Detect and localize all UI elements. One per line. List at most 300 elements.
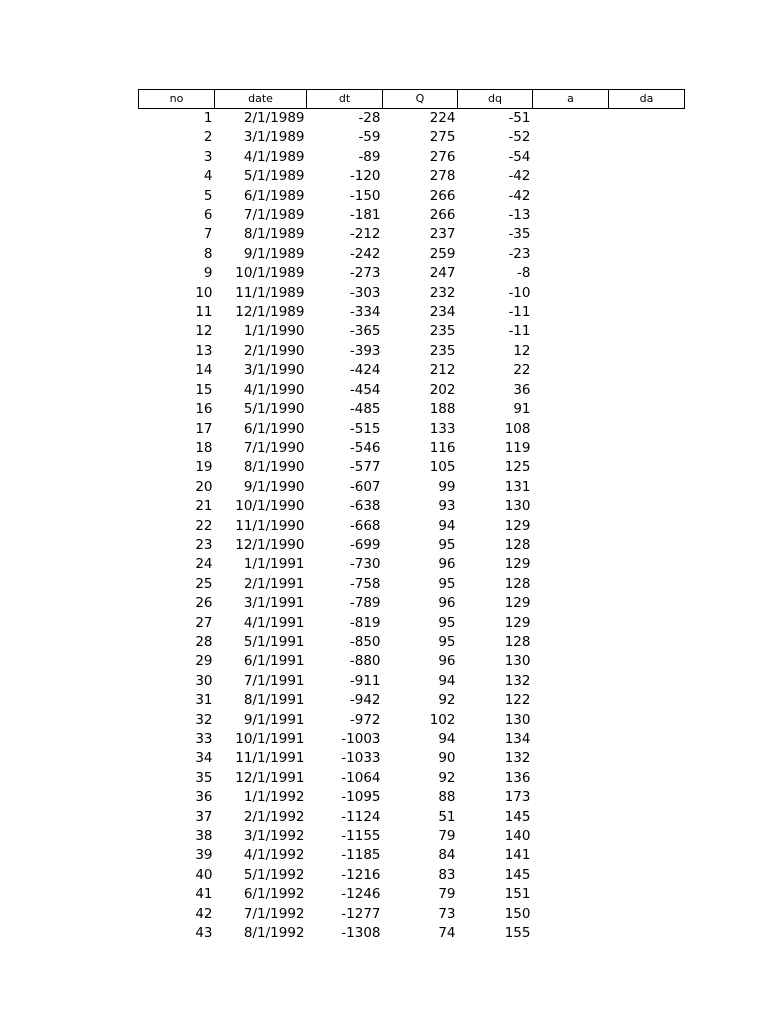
cell-q: 276 [429,148,456,165]
cell-dt: -1155 [341,828,381,845]
cell-dt: -212 [349,226,381,243]
cell-no: 6 [203,207,213,224]
cell-da [609,730,685,749]
cell-date: 3/1/1989 [243,129,305,146]
cell-date: 12/1/1989 [235,304,305,321]
cell-no: 37 [195,808,213,825]
table-row [139,749,685,768]
cell-da [609,497,685,516]
table-row [139,788,685,807]
cell-da [609,905,685,924]
cell-a [533,711,609,730]
cell-a [533,400,609,419]
cell-q: 99 [438,478,456,495]
cell-no: 43 [195,925,213,942]
cell-q: 105 [429,459,456,476]
cell-q: 95 [438,536,456,553]
table-row [139,225,685,244]
cell-dq: 155 [504,925,531,942]
cell-date: 10/1/1990 [235,498,305,515]
cell-q: 95 [438,614,456,631]
cell-dt: -607 [349,478,381,495]
cell-dq: 129 [504,595,531,612]
cell-q: 278 [429,168,456,185]
cell-da [609,439,685,458]
cell-dq: -42 [508,187,531,204]
cell-dq: 125 [504,459,531,476]
header-cell-date: date [215,90,307,109]
cell-da [609,788,685,807]
cell-date: 2/1/1989 [243,110,305,126]
cell-date: 11/1/1991 [235,750,305,767]
cell-a [533,206,609,225]
cell-dt: -1095 [341,789,381,806]
cell-dq: 129 [504,517,531,534]
cell-no: 18 [195,439,213,456]
table-row [139,672,685,691]
cell-dt: -819 [349,614,381,631]
cell-dq: -54 [508,148,531,165]
cell-q: 234 [429,304,456,321]
cell-a [533,575,609,594]
cell-q: 133 [429,420,456,437]
cell-da [609,594,685,613]
cell-a [533,905,609,924]
cell-da [609,749,685,768]
cell-a [533,924,609,943]
cell-dq: 130 [504,653,531,670]
cell-dq: 128 [504,575,531,592]
cell-date: 4/1/1989 [243,148,305,165]
cell-dt: -1185 [341,847,381,864]
table-row [139,303,685,322]
cell-da [609,245,685,264]
cell-no: 21 [195,498,213,515]
cell-date: 4/1/1991 [243,614,305,631]
cell-a [533,381,609,400]
cell-a [533,148,609,167]
table-row [139,730,685,749]
table-row [139,517,685,536]
cell-dq: -35 [508,226,531,243]
cell-a [533,672,609,691]
cell-date: 2/1/1992 [243,808,305,825]
cell-a [533,691,609,710]
cell-dt: -150 [349,187,381,204]
table-row [139,827,685,846]
cell-dq: 136 [504,769,531,786]
cell-da [609,381,685,400]
cell-dq: 173 [504,789,531,806]
cell-no: 24 [195,556,213,573]
cell-a [533,439,609,458]
cell-dq: 140 [504,828,531,845]
header-cell-da: da [609,90,685,109]
cell-dq: 128 [504,536,531,553]
cell-a [533,749,609,768]
cell-da [609,187,685,206]
cell-da [609,206,685,225]
cell-da [609,827,685,846]
cell-dt: -730 [349,556,381,573]
table-row [139,109,685,129]
cell-dt: -454 [349,381,381,398]
cell-da [609,672,685,691]
cell-da [609,711,685,730]
cell-a [533,284,609,303]
table-row [139,167,685,186]
cell-no: 35 [195,769,213,786]
cell-q: 74 [438,925,456,942]
cell-q: 266 [429,207,456,224]
table-row [139,264,685,283]
cell-dq: 141 [504,847,531,864]
cell-dq: 12 [513,342,531,359]
table-row [139,420,685,439]
cell-dt: -365 [349,323,381,340]
cell-da [609,846,685,865]
cell-q: 96 [438,595,456,612]
cell-no: 33 [195,731,213,747]
table-row [139,497,685,516]
cell-date: 5/1/1991 [243,633,305,650]
data-table [138,89,685,943]
cell-dq: -13 [508,207,531,224]
table-row [139,808,685,827]
cell-dt: -1003 [341,731,381,747]
cell-date: 6/1/1989 [243,187,305,204]
cell-da [609,303,685,322]
cell-da [609,284,685,303]
cell-q: 235 [429,342,456,359]
cell-dt: -880 [349,653,381,670]
cell-dq: 91 [513,401,531,418]
cell-date: 5/1/1989 [243,168,305,185]
cell-da [609,225,685,244]
cell-a [533,303,609,322]
cell-a [533,536,609,555]
cell-no: 11 [195,304,213,321]
cell-q: 235 [429,323,456,340]
cell-q: 79 [438,886,456,903]
cell-no: 7 [203,226,213,243]
cell-q: 92 [438,692,456,709]
cell-q: 259 [429,245,456,262]
cell-q: 102 [429,711,456,728]
cell-no: 19 [195,459,213,476]
cell-date: 8/1/1990 [243,459,305,476]
cell-no: 10 [195,284,213,301]
cell-a [533,517,609,536]
cell-dq: 128 [504,633,531,650]
cell-dq: 108 [504,420,531,437]
cell-no: 28 [195,633,213,650]
cell-q: 95 [438,633,456,650]
cell-no: 14 [195,362,213,379]
cell-dq: -52 [508,129,531,146]
cell-date: 6/1/1990 [243,420,305,437]
cell-date: 6/1/1992 [243,886,305,903]
cell-a [533,885,609,904]
cell-no: 29 [195,653,213,670]
table-row [139,458,685,477]
cell-date: 2/1/1991 [243,575,305,592]
cell-da [609,128,685,147]
cell-q: 94 [438,731,456,747]
cell-a [533,264,609,283]
cell-date: 9/1/1989 [243,245,305,262]
cell-date: 1/1/1992 [243,789,305,806]
cell-dt: -972 [349,711,381,728]
cell-da [609,264,685,283]
table-row [139,905,685,924]
cell-da [609,148,685,167]
cell-no: 8 [203,245,213,262]
cell-q: 95 [438,575,456,592]
table-row [139,245,685,264]
cell-no: 12 [195,323,213,340]
cell-date: 8/1/1991 [243,692,305,709]
table-body [139,109,685,944]
cell-dt: -424 [349,362,381,379]
cell-a [533,458,609,477]
cell-date: 9/1/1991 [243,711,305,728]
cell-dq: -10 [508,284,531,301]
table-row [139,575,685,594]
cell-dq: 22 [513,362,531,379]
header-row [139,90,685,109]
cell-da [609,808,685,827]
cell-date: 1/1/1990 [243,323,305,340]
cell-date: 7/1/1992 [243,905,305,922]
cell-dt: -120 [349,168,381,185]
table-row [139,866,685,885]
cell-no: 40 [195,866,213,883]
cell-dt: -911 [349,672,381,689]
cell-da [609,614,685,633]
cell-q: 266 [429,187,456,204]
cell-date: 8/1/1989 [243,226,305,243]
cell-a [533,361,609,380]
cell-dt: -1216 [341,866,381,883]
cell-no: 3 [203,148,213,165]
cell-q: 93 [438,498,456,515]
cell-no: 39 [195,847,213,864]
table-row [139,400,685,419]
cell-a [533,652,609,671]
cell-a [533,420,609,439]
cell-date: 3/1/1991 [243,595,305,612]
cell-dt: -577 [349,459,381,476]
cell-date: 9/1/1990 [243,478,305,495]
cell-q: 92 [438,769,456,786]
cell-a [533,478,609,497]
cell-dq: 130 [504,711,531,728]
cell-dq: 129 [504,614,531,631]
cell-q: 116 [429,439,456,456]
cell-dt: -273 [349,265,381,282]
cell-no: 2 [203,129,213,146]
table-row [139,342,685,361]
header-cell-dt: dt [307,90,383,109]
cell-dt: -668 [349,517,381,534]
cell-a [533,342,609,361]
cell-a [533,846,609,865]
cell-a [533,633,609,652]
cell-da [609,420,685,439]
cell-date: 7/1/1990 [243,439,305,456]
cell-dq: 119 [504,439,531,456]
table-row [139,206,685,225]
cell-dq: -42 [508,168,531,185]
cell-dt: -59 [358,129,381,146]
header-cell-a: a [533,90,609,109]
cell-date: 7/1/1991 [243,672,305,689]
cell-no: 15 [195,381,213,398]
cell-date: 3/1/1992 [243,828,305,845]
cell-no: 5 [203,187,213,204]
table-row [139,614,685,633]
cell-a [533,109,609,129]
cell-q: 232 [429,284,456,301]
cell-da [609,652,685,671]
cell-dq: 129 [504,556,531,573]
cell-date: 6/1/1991 [243,653,305,670]
cell-dq: 130 [504,498,531,515]
cell-a [533,322,609,341]
cell-da [609,361,685,380]
cell-dq: 151 [504,886,531,903]
cell-dt: -485 [349,401,381,418]
cell-q: 79 [438,828,456,845]
cell-a [533,594,609,613]
cell-q: 212 [429,362,456,379]
table-row [139,187,685,206]
cell-da [609,458,685,477]
cell-dq: 122 [504,692,531,709]
cell-a [533,788,609,807]
cell-no: 23 [195,536,213,553]
cell-a [533,555,609,574]
cell-da [609,769,685,788]
cell-no: 27 [195,614,213,631]
cell-dq: 131 [504,478,531,495]
cell-q: 188 [429,401,456,418]
cell-q: 73 [438,905,456,922]
cell-dq: -11 [508,323,531,340]
table-row [139,148,685,167]
cell-dt: -699 [349,536,381,553]
cell-dq: 132 [504,672,531,689]
spreadsheet-page [138,89,684,943]
cell-date: 2/1/1990 [243,342,305,359]
cell-da [609,924,685,943]
cell-date: 5/1/1992 [243,866,305,883]
table-row [139,711,685,730]
cell-no: 31 [195,692,213,709]
table-row [139,652,685,671]
cell-da [609,478,685,497]
cell-q: 94 [438,672,456,689]
cell-dt: -1064 [341,769,381,786]
cell-a [533,167,609,186]
cell-no: 1 [203,110,213,126]
cell-dt: -942 [349,692,381,709]
cell-dq: -23 [508,245,531,262]
cell-date: 10/1/1989 [235,265,305,282]
cell-q: 247 [429,265,456,282]
cell-q: 51 [438,808,456,825]
cell-dt: -850 [349,633,381,650]
header-cell-no: no [139,90,215,109]
cell-dt: -789 [349,595,381,612]
table-row [139,691,685,710]
cell-date: 10/1/1991 [235,731,305,747]
table-header [139,90,685,109]
cell-no: 20 [195,478,213,495]
table-row [139,555,685,574]
cell-da [609,866,685,885]
table-row [139,633,685,652]
cell-dt: -1246 [341,886,381,903]
cell-date: 12/1/1991 [235,769,305,786]
cell-date: 12/1/1990 [235,536,305,553]
cell-q: 94 [438,517,456,534]
cell-da [609,322,685,341]
cell-date: 3/1/1990 [243,362,305,379]
cell-q: 237 [429,226,456,243]
cell-dt: -1124 [341,808,381,825]
cell-a [533,497,609,516]
table-row [139,536,685,555]
cell-dt: -89 [358,148,381,165]
cell-dt: -546 [349,439,381,456]
cell-a [533,245,609,264]
cell-dq: -8 [517,265,531,282]
cell-no: 17 [195,420,213,437]
cell-a [533,128,609,147]
cell-dq: 36 [513,381,531,398]
table-row [139,769,685,788]
cell-dq: 150 [504,905,531,922]
cell-dt: -1033 [341,750,381,767]
cell-no: 13 [195,342,213,359]
cell-q: 88 [438,789,456,806]
cell-q: 96 [438,556,456,573]
cell-a [533,614,609,633]
cell-a [533,225,609,244]
cell-date: 11/1/1989 [235,284,305,301]
cell-a [533,187,609,206]
table-row [139,381,685,400]
cell-date: 8/1/1992 [243,925,305,942]
header-cell-dq: dq [458,90,533,109]
cell-no: 34 [195,750,213,767]
cell-dt: -393 [349,342,381,359]
table-row [139,478,685,497]
cell-q: 84 [438,847,456,864]
cell-dt: -638 [349,498,381,515]
cell-a [533,730,609,749]
cell-q: 224 [429,110,456,126]
table-row [139,924,685,943]
cell-q: 90 [438,750,456,767]
cell-dt: -1277 [341,905,381,922]
cell-dt: -242 [349,245,381,262]
cell-da [609,400,685,419]
cell-dq: -51 [508,110,531,126]
table-row [139,885,685,904]
